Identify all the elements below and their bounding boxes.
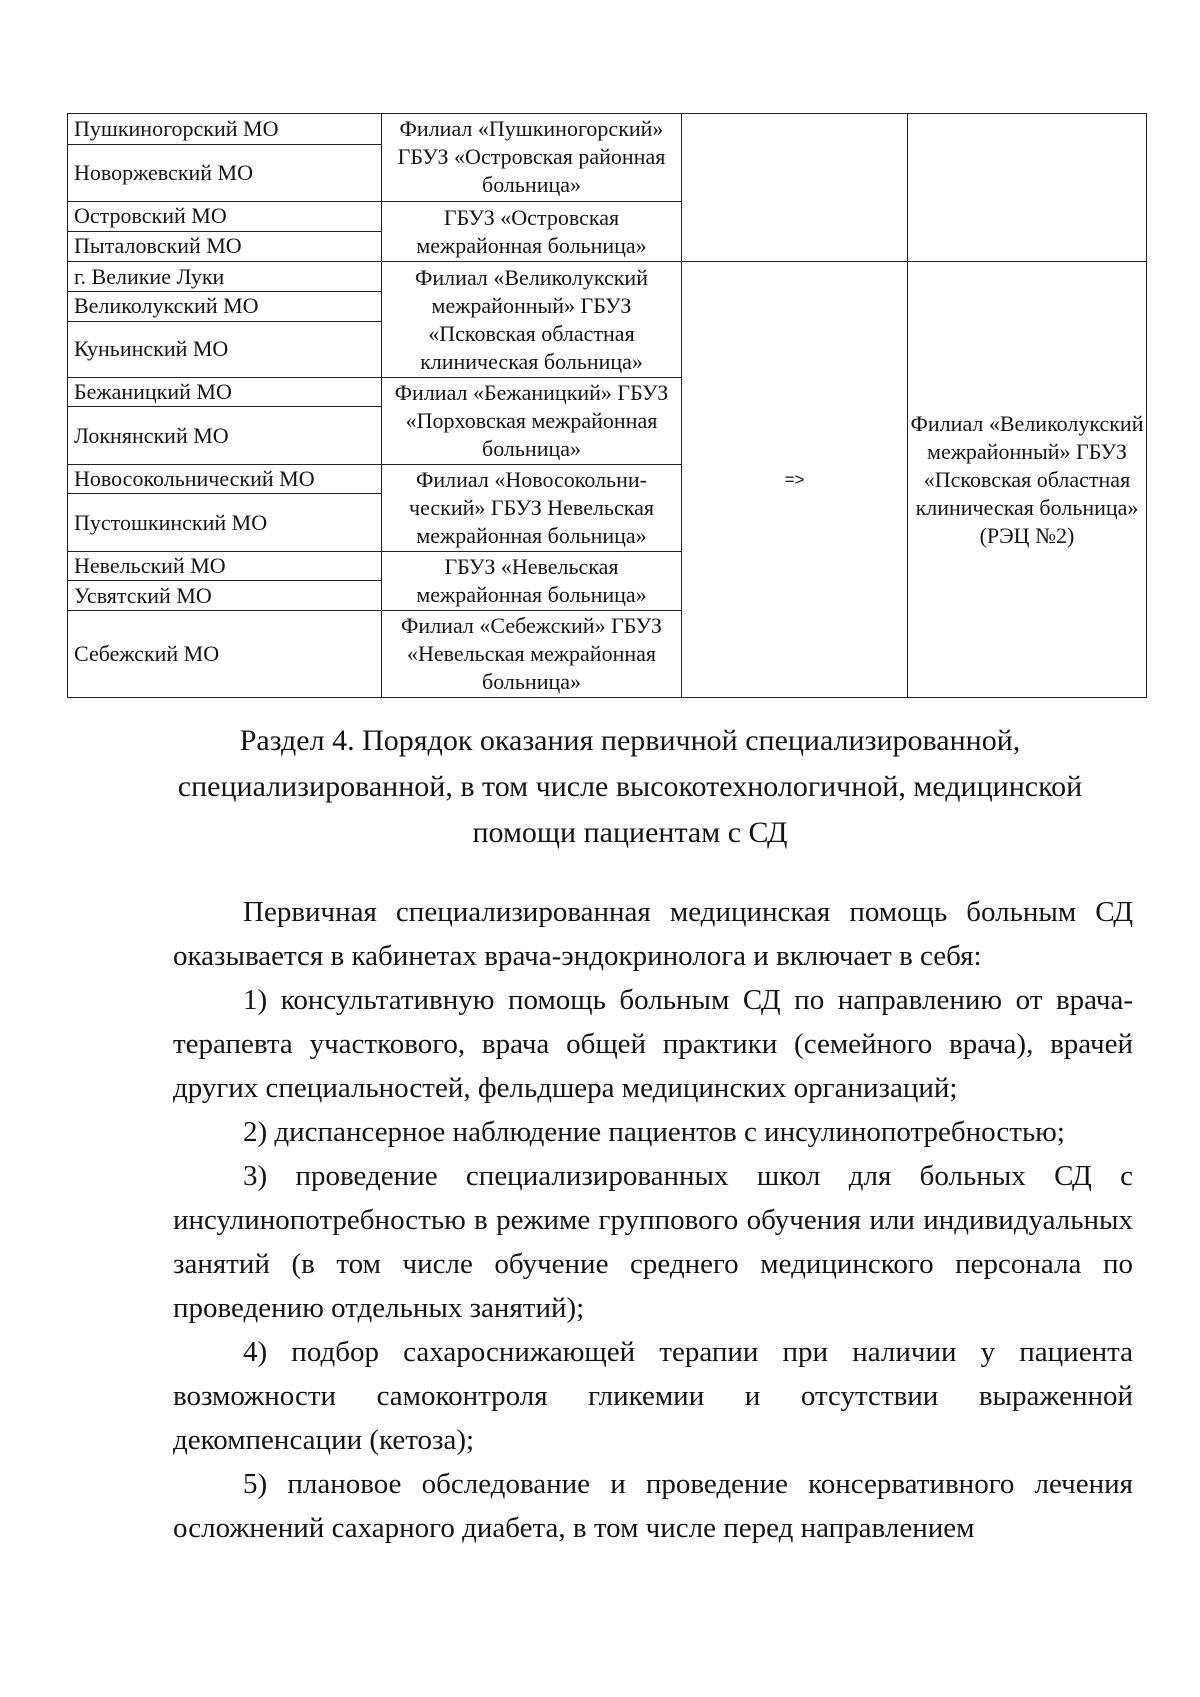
facility-cell: ГБУЗ «Невельская межрайонная больница»: [382, 551, 682, 610]
section-heading: [150, 718, 1110, 856]
body-text: [173, 890, 1133, 1550]
heading-line: помощи пациентам с СД: [472, 816, 788, 849]
facility-cell: Филиал «Бежаницкий» ГБУЗ «Порховская межрайонная больница»: [382, 377, 682, 464]
list-item: 4) подбор сахароснижающей терапии при наличии у пациента возможности самоконтроля гликемии и отсутствии выраженной декомпенсации (кетоза);: [173, 1336, 1133, 1456]
arrow-cell-top: [682, 114, 908, 262]
mo-cell: Невельский МО: [68, 551, 382, 581]
mo-cell: Себежский МО: [68, 610, 382, 697]
mo-cell: Пушкиногорский МО: [68, 114, 382, 145]
list-item: 5) плановое обследование и проведение консервативного лечения осложнений сахарного диабета, в том числе перед направлением: [173, 1468, 1133, 1544]
routing-table: [67, 113, 1147, 698]
table-row: [68, 114, 1147, 145]
heading-line: специализированной, в том числе высокотехнологичной, медицинской: [177, 770, 1083, 803]
mo-cell: Великолукский МО: [68, 291, 382, 321]
mo-cell: Бежаницкий МО: [68, 377, 382, 407]
mo-cell: Новоржевский МО: [68, 144, 382, 201]
facility-cell: ГБУЗ «Островская межрайонная больница»: [382, 201, 682, 261]
mo-cell: Куньинский МО: [68, 321, 382, 377]
paragraph-intro: Первичная специализированная медицинская помощь больным СД оказывается в кабинетах врача-эндокринолога и включает в себя:: [173, 896, 1133, 972]
facility-cell: Филиал «Новосокольни-ческий» ГБУЗ Невельская межрайонная больница»: [382, 464, 682, 551]
arrow-cell: =>: [682, 262, 908, 698]
list-item: 2) диспансерное наблюдение пациентов с инсулинопотребностью;: [243, 1116, 1065, 1148]
list-item: 3) проведение специализированных школ для больных СД с инсулинопотребностью в режиме группового обучения или индивидуальных занятий (в том числе обучение среднего медицинского персонала по проведению отдельных занятий);: [173, 1160, 1133, 1324]
recipient-cell: Филиал «Великолукский межрайонный» ГБУЗ «Псковская областная клиническая больница» (РЭЦ №2): [908, 262, 1147, 698]
mo-cell: г. Великие Луки: [68, 262, 382, 292]
facility-cell: Филиал «Пушкиногорский» ГБУЗ «Островская районная больница»: [382, 114, 682, 202]
mo-cell: Пыталовский МО: [68, 231, 382, 262]
heading-line: Раздел 4. Порядок оказания первичной специализированной,: [239, 724, 1021, 757]
recipient-cell-top: [908, 114, 1147, 262]
mo-cell: Усвятский МО: [68, 581, 382, 611]
mo-cell: Новосокольнический МО: [68, 464, 382, 494]
facility-cell: Филиал «Великолукский межрайонный» ГБУЗ «Псковская областная клиническая больница»: [382, 262, 682, 378]
list-item: 1) консультативную помощь больным СД по направлению от врача-терапевта участкового, врача общей практики (семейного врача), врачей других специальностей, фельдшера медицинских организаций;: [173, 984, 1133, 1104]
table-row: [68, 262, 1147, 292]
mo-cell: Локнянский МО: [68, 407, 382, 464]
facility-cell: Филиал «Себежский» ГБУЗ «Невельская межрайонная больница»: [382, 610, 682, 697]
mo-cell: Островский МО: [68, 201, 382, 231]
mo-cell: Пустошкинский МО: [68, 494, 382, 551]
